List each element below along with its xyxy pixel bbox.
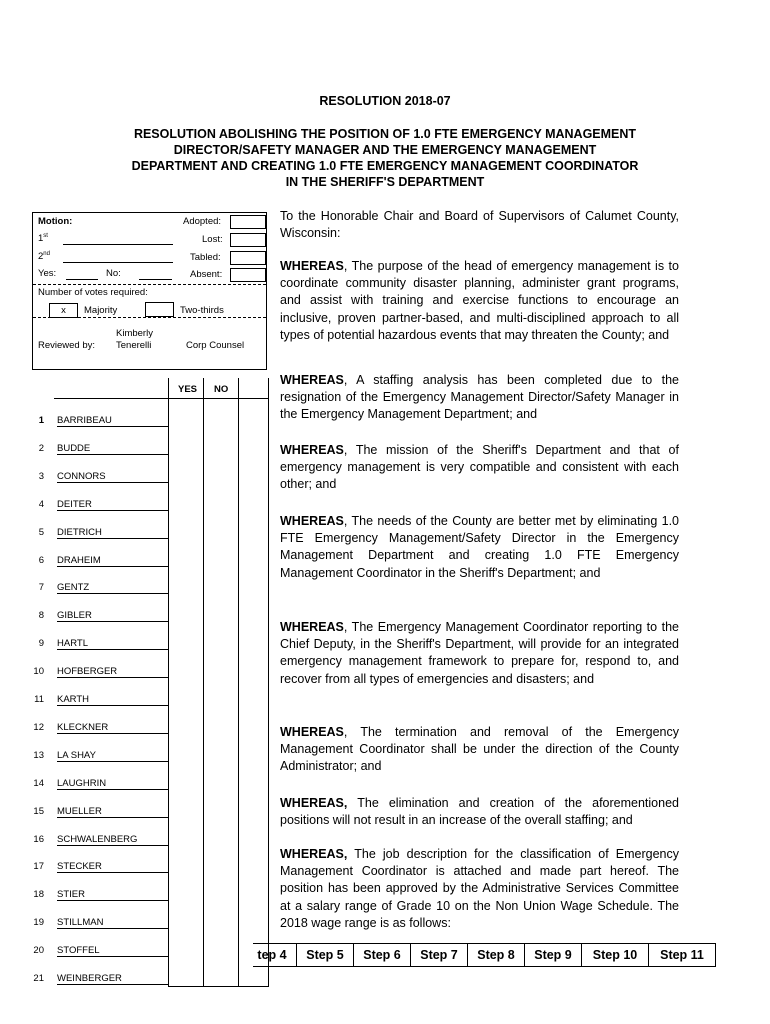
vote-row bbox=[32, 743, 268, 771]
two-thirds-checkbox[interactable] bbox=[145, 302, 174, 317]
vote-header-line bbox=[54, 398, 268, 399]
second-line bbox=[63, 262, 173, 263]
whereas-paragraph: WHEREAS, The elimination and creation of the aforementioned positions will not result in an increase of the overall staffing; and bbox=[280, 796, 679, 828]
member-name: LA SHAY bbox=[57, 750, 169, 762]
vote-row bbox=[32, 548, 268, 576]
yes-line bbox=[66, 279, 98, 280]
member-number: 16 bbox=[33, 833, 44, 845]
wage-step-header: Step 8 bbox=[468, 944, 525, 967]
yes-vote-cell[interactable] bbox=[169, 659, 203, 687]
yes-vote-cell[interactable] bbox=[169, 520, 203, 548]
member-number: 1 bbox=[38, 415, 44, 426]
lost-box[interactable] bbox=[230, 233, 266, 247]
whereas-paragraph: WHEREAS, The Emergency Management Coordinator reporting to the Chief Deputy, in the Sheriff's Department, will provide for an integrated emergency management framework to prepare for, respond to, and recover from all types of emergencies and disasters; and bbox=[280, 620, 679, 686]
no-vote-cell[interactable] bbox=[204, 464, 238, 492]
no-vote-cell[interactable] bbox=[204, 659, 238, 687]
member-number: 10 bbox=[33, 666, 44, 678]
lost-label: Lost: bbox=[202, 234, 223, 245]
no-vote-cell[interactable] bbox=[204, 575, 238, 603]
member-name: STIER bbox=[57, 889, 169, 901]
vote-row bbox=[32, 854, 268, 882]
yes-vote-cell[interactable] bbox=[169, 548, 203, 576]
yes-vote-cell[interactable] bbox=[169, 938, 203, 966]
wage-step-header: Step 11 bbox=[649, 944, 716, 967]
no-vote-cell[interactable] bbox=[204, 743, 238, 771]
member-number: 6 bbox=[38, 554, 44, 566]
member-name: LAUGHRIN bbox=[57, 778, 169, 790]
whereas-paragraph: WHEREAS, The job description for the classification of Emergency Management Coordinator is attached and made part hereof. The position has been approved by the Administrative Services Committee at a salary range of Grade 10 on the Non Union Wage Schedule. The 2018 wage range is as follows: bbox=[280, 847, 679, 930]
no-vote-cell[interactable] bbox=[204, 882, 238, 910]
member-name: MUELLER bbox=[57, 806, 169, 818]
member-name: KLECKNER bbox=[57, 722, 169, 734]
second-label: 2nd bbox=[38, 251, 50, 263]
yes-vote-cell[interactable] bbox=[169, 464, 203, 492]
tabled-label: Tabled: bbox=[190, 252, 221, 263]
whereas-paragraph: WHEREAS, A staffing analysis has been completed due to the resignation of the Emergency Management Director/Safety Manager in the Emergency Management Department; and bbox=[280, 373, 679, 422]
member-name: WEINBERGER bbox=[57, 973, 169, 985]
member-name: HOFBERGER bbox=[57, 666, 169, 678]
member-name: HARTL bbox=[57, 638, 169, 650]
vote-row bbox=[32, 603, 268, 631]
member-number: 21 bbox=[33, 973, 44, 984]
wage-step-header: tep 4 bbox=[253, 944, 297, 967]
yes-label: Yes: bbox=[38, 268, 57, 279]
majority-checkbox[interactable]: x bbox=[49, 303, 78, 318]
member-number: 3 bbox=[38, 470, 44, 482]
member-number: 5 bbox=[38, 526, 44, 538]
vote-row bbox=[32, 827, 268, 855]
vote-row bbox=[32, 910, 268, 938]
yes-vote-cell[interactable] bbox=[169, 436, 203, 464]
no-vote-cell[interactable] bbox=[204, 408, 238, 436]
yes-vote-cell[interactable] bbox=[169, 575, 203, 603]
member-number: 17 bbox=[33, 861, 44, 873]
yes-vote-cell[interactable] bbox=[169, 743, 203, 771]
yes-vote-cell[interactable] bbox=[169, 631, 203, 659]
yes-vote-cell[interactable] bbox=[169, 910, 203, 938]
vote-row bbox=[32, 520, 268, 548]
yes-vote-cell[interactable] bbox=[169, 715, 203, 743]
no-vote-cell[interactable] bbox=[204, 715, 238, 743]
no-vote-cell[interactable] bbox=[204, 548, 238, 576]
member-name: CONNORS bbox=[57, 471, 169, 483]
vote-row bbox=[32, 575, 268, 603]
dashed-divider-2 bbox=[33, 317, 266, 318]
member-number: 11 bbox=[34, 694, 44, 705]
member-name: DIETRICH bbox=[57, 527, 169, 539]
resolution-heading: RESOLUTION ABOLISHING THE POSITION OF 1.0 FTE EMERGENCY MANAGEMENT DIRECTOR/SAFETY MANAGER AND THE EMERGENCY MANAGEMENT DEPARTMENT AND CREATING 1.0 FTE EMERGENCY MANAGEMENT COORDINATOR IN THE SHERIFF'S DEPARTMENT bbox=[131, 127, 639, 189]
no-line bbox=[139, 279, 172, 280]
member-name: BUDDE bbox=[57, 443, 169, 455]
reviewed-by-label: Reviewed by: bbox=[38, 340, 96, 351]
reviewer-name-last: Tenerelli bbox=[116, 340, 152, 351]
vote-row bbox=[32, 464, 268, 492]
member-name: DEITER bbox=[57, 499, 169, 511]
vote-row bbox=[32, 436, 268, 464]
reviewer-name-first: Kimberly bbox=[116, 328, 153, 339]
no-vote-cell[interactable] bbox=[204, 436, 238, 464]
member-name: STOFFEL bbox=[57, 945, 169, 957]
yes-vote-cell[interactable] bbox=[169, 771, 203, 799]
yes-vote-cell[interactable] bbox=[169, 854, 203, 882]
wage-table bbox=[253, 943, 716, 967]
no-vote-cell[interactable] bbox=[204, 603, 238, 631]
dashed-divider bbox=[33, 284, 266, 285]
adopted-box[interactable] bbox=[230, 215, 266, 229]
member-name: STILLMAN bbox=[57, 917, 169, 929]
no-label: No: bbox=[106, 268, 121, 279]
no-vote-cell[interactable] bbox=[204, 938, 238, 966]
no-vote-cell[interactable] bbox=[204, 799, 238, 827]
member-name: GENTZ bbox=[57, 582, 169, 594]
wage-step-header: Step 9 bbox=[525, 944, 582, 967]
vote-row bbox=[32, 966, 268, 994]
yes-vote-cell[interactable] bbox=[169, 799, 203, 827]
member-number: 13 bbox=[33, 749, 44, 761]
no-vote-cell[interactable] bbox=[204, 910, 238, 938]
absent-label: Absent: bbox=[190, 269, 223, 280]
no-vote-cell[interactable] bbox=[204, 854, 238, 882]
whereas-paragraph: WHEREAS, The mission of the Sheriff's Department and that of emergency management is very compatible and consistent with each other; and bbox=[280, 443, 679, 492]
no-vote-cell[interactable] bbox=[204, 966, 238, 994]
vote-row bbox=[32, 799, 268, 827]
resolution-number: RESOLUTION 2018-07 bbox=[319, 94, 451, 108]
member-number: 9 bbox=[38, 638, 44, 650]
member-name: SCHWALENBERG bbox=[57, 834, 169, 846]
yes-vote-cell[interactable] bbox=[169, 687, 203, 715]
wage-step-header: Step 6 bbox=[354, 944, 411, 967]
member-number: 18 bbox=[33, 889, 44, 901]
yes-vote-cell[interactable] bbox=[169, 603, 203, 631]
wage-step-header: Step 10 bbox=[582, 944, 649, 967]
member-number: 12 bbox=[33, 721, 44, 733]
no-vote-cell[interactable] bbox=[204, 827, 238, 855]
member-number: 14 bbox=[33, 777, 44, 789]
vote-row bbox=[32, 771, 268, 799]
tabled-box[interactable] bbox=[230, 251, 266, 265]
yes-vote-cell[interactable] bbox=[169, 827, 203, 855]
vote-row bbox=[32, 492, 268, 520]
member-name: GIBLER bbox=[57, 610, 169, 622]
member-number: 4 bbox=[38, 498, 44, 510]
whereas-paragraph: WHEREAS, The needs of the County are better met by eliminating 1.0 FTE Emergency Management/Safety Director in the Emergency Management Department and creating 1.0 FTE Emergency Management Coordinator in the Sheriff's Department; and bbox=[280, 514, 679, 580]
vote-col-line bbox=[268, 378, 269, 987]
wage-step-header: Step 7 bbox=[411, 944, 468, 967]
yes-vote-cell[interactable] bbox=[169, 408, 203, 436]
absent-box[interactable] bbox=[230, 268, 266, 282]
no-vote-cell[interactable] bbox=[204, 771, 238, 799]
address-paragraph: To the Honorable Chair and Board of Supervisors of Calumet County, Wisconsin: bbox=[280, 209, 679, 241]
vote-table bbox=[32, 378, 268, 987]
vote-row bbox=[32, 631, 268, 659]
whereas-paragraph: WHEREAS, The termination and removal of the Emergency Management Coordinator shall be under the direction of the County Administrator; and bbox=[280, 725, 679, 774]
majority-label: Majority bbox=[84, 305, 118, 316]
no-vote-cell[interactable] bbox=[204, 520, 238, 548]
member-number: 20 bbox=[33, 945, 44, 957]
vote-row bbox=[32, 938, 268, 966]
adopted-label: Adopted: bbox=[183, 216, 222, 227]
member-name: BARRIBEAU bbox=[57, 415, 169, 427]
member-number: 7 bbox=[38, 582, 44, 594]
whereas-paragraph: WHEREAS, The purpose of the head of emergency management is to coordinate community disaster planning, administer grant programs, and assist with training and exercise functions to encourage an inclusive, proven partner-based, and multi-disciplined approach to all types of potential hazardous events that may threaten the County; and bbox=[280, 259, 679, 342]
yes-vote-cell[interactable] bbox=[169, 882, 203, 910]
no-header: NO bbox=[214, 384, 229, 395]
vote-row bbox=[32, 408, 268, 436]
yes-header: YES bbox=[178, 384, 198, 395]
corp-counsel-label: Corp Counsel bbox=[186, 340, 245, 351]
two-thirds-label: Two-thirds bbox=[180, 305, 224, 316]
member-name: KARTH bbox=[57, 694, 169, 706]
wage-step-header: Step 5 bbox=[297, 944, 354, 967]
no-vote-cell[interactable] bbox=[204, 687, 238, 715]
vote-row bbox=[32, 882, 268, 910]
yes-vote-cell[interactable] bbox=[169, 966, 203, 994]
no-vote-cell[interactable] bbox=[204, 631, 238, 659]
member-number: 19 bbox=[33, 917, 44, 929]
vote-row bbox=[32, 687, 268, 715]
vote-row bbox=[32, 715, 268, 743]
no-vote-cell[interactable] bbox=[204, 492, 238, 520]
member-name: DRAHEIM bbox=[57, 555, 169, 567]
vote-row bbox=[32, 659, 268, 687]
first-line bbox=[63, 244, 173, 245]
member-number: 15 bbox=[33, 805, 44, 817]
yes-vote-cell[interactable] bbox=[169, 492, 203, 520]
motion-label: Motion: bbox=[38, 216, 73, 227]
first-label: 1st bbox=[38, 233, 48, 245]
member-name: STECKER bbox=[57, 861, 169, 873]
motion-box bbox=[32, 212, 267, 370]
votes-required-label: Number of votes required: bbox=[38, 287, 148, 298]
member-number: 8 bbox=[38, 610, 44, 622]
member-number: 2 bbox=[38, 442, 44, 454]
